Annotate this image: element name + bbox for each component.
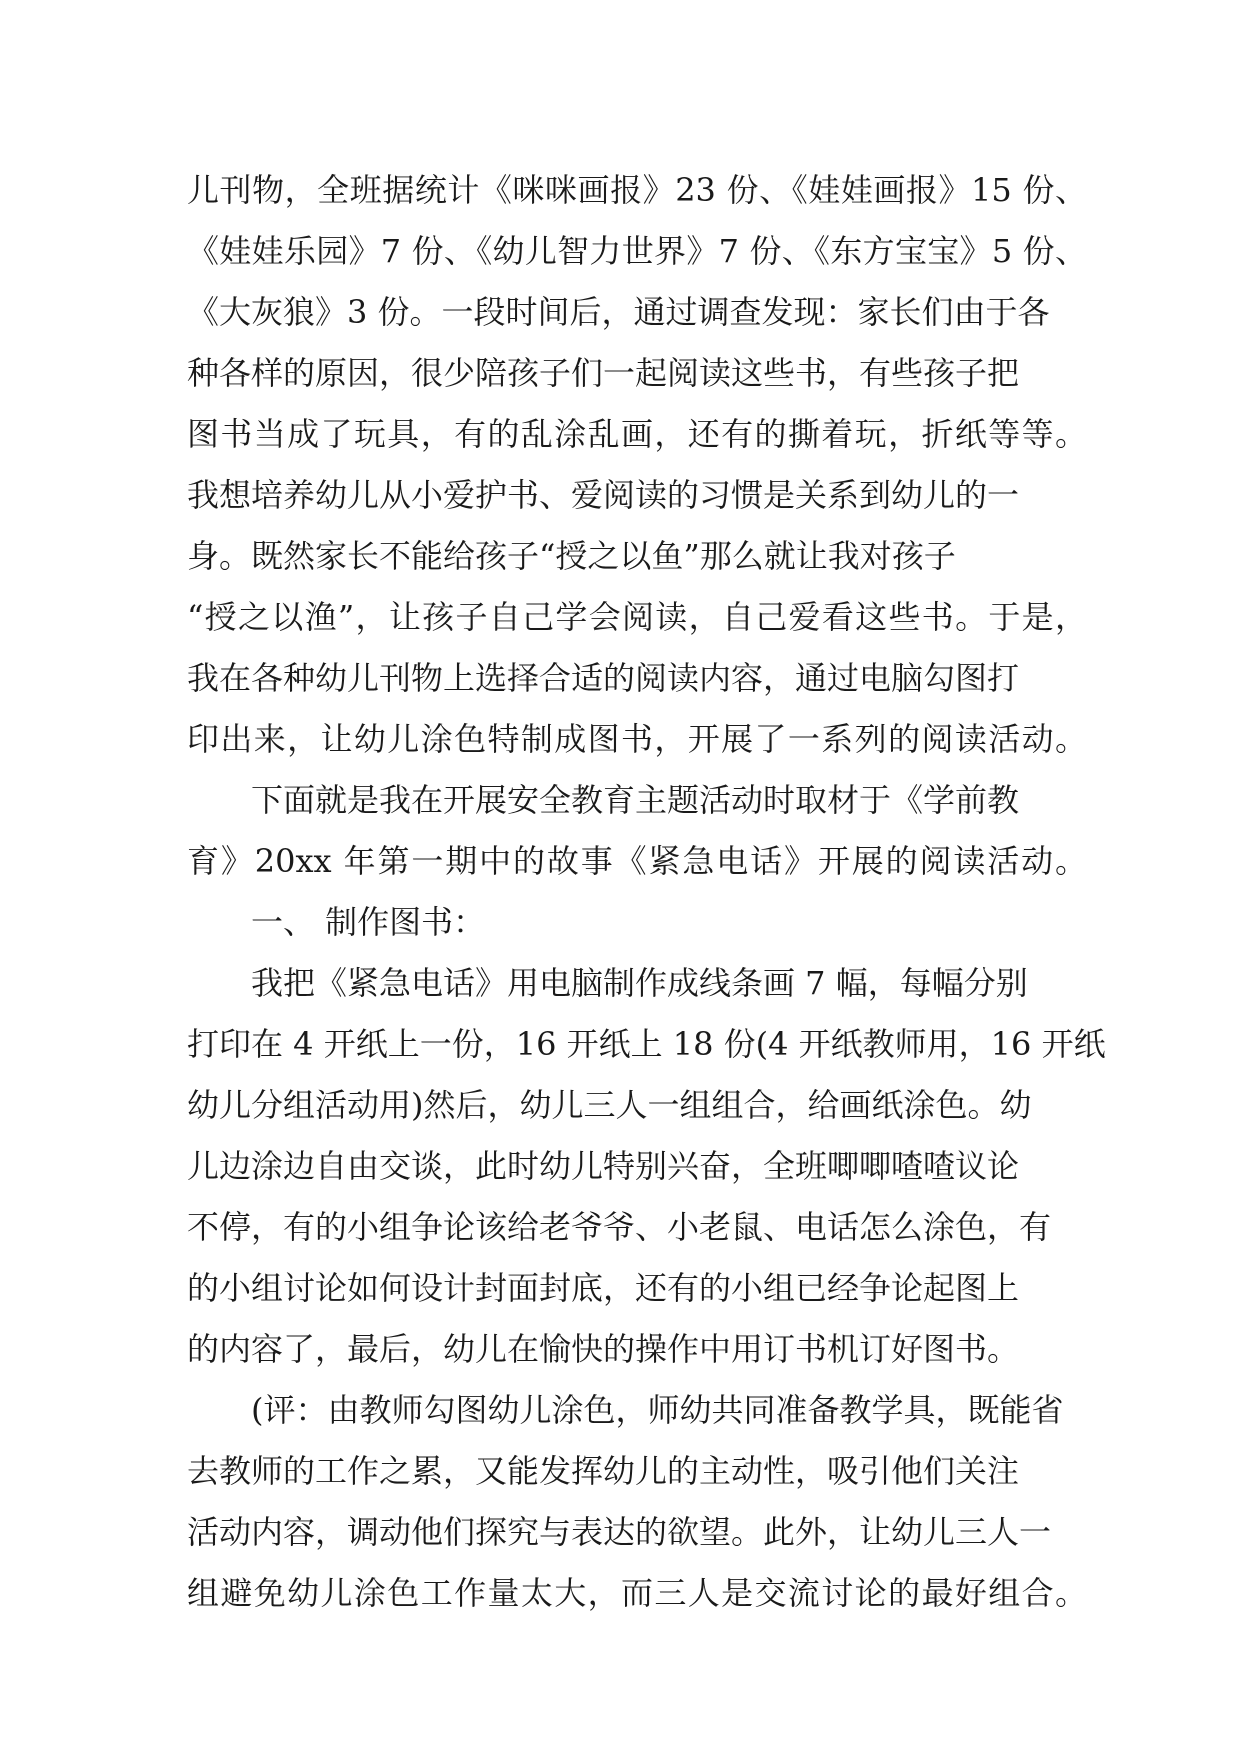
body-text [187,160,1106,1624]
section-heading: 一、 制作图书： [251,903,486,941]
text-line: 我在各种幼儿刊物上选择合适的阅读内容，通过电脑勾图打 [187,659,1020,697]
text-line: 去教师的工作之累，又能发挥幼儿的主动性，吸引他们关注 [187,1452,1020,1490]
text-line: 的内容了，最后，幼儿在愉快的操作中用订书机订好图书。 [187,1330,1020,1368]
text-line: 幼儿分组活动用)然后，幼儿三人一组组合，给画纸涂色。幼 [187,1086,1032,1124]
text-line: 我把《紧急电话》用电脑制作成线条画 7 幅，每幅分别 [251,964,1028,1002]
text-line: 种各样的原因，很少陪孩子们一起阅读这些书，有些孩子把 [187,354,1020,392]
text-line: 《大灰狼》3 份。一段时间后，通过调查发现：家长们由于各 [187,293,1050,331]
text-line: 儿刊物，全班据统计《咪咪画报》23 份、《娃娃画报》15 份、 [187,171,1087,209]
text-line: 《娃娃乐园》7 份、《幼儿智力世界》7 份、《东方宝宝》5 份、 [187,232,1087,270]
text-line: 打印在 4 开纸上一份，16 开纸上 18 份(4 开纸教师用，16 开纸 [187,1025,1106,1063]
text-line: (评：由教师勾图幼儿涂色，师幼共同准备教学具，既能省 [251,1391,1064,1429]
text-line: 印出来，让幼儿涂色特制成图书，开展了一系列的阅读活动。 [187,720,1087,758]
text-line: 活动内容，调动他们探究与表达的欲望。此外，让幼儿三人一 [187,1513,1052,1551]
text-line: 图书当成了玩具，有的乱涂乱画，还有的撕着玩，折纸等等。 [187,415,1087,453]
text-line: 育》20xx 年第一期中的故事《紧急电话》开展的阅读活动。 [187,842,1087,880]
text-line: 身。既然家长不能给孩子“授之以鱼”那么就让我对孩子 [187,537,956,575]
text-line: 我想培养幼儿从小爱护书、爱阅读的习惯是关系到幼儿的一 [187,476,1020,514]
text-line: 组避免幼儿涂色工作量太大，而三人是交流讨论的最好组合。 [187,1574,1087,1612]
text-line: 儿边涂边自由交谈，此时幼儿特别兴奋，全班唧唧喳喳议论 [187,1147,1020,1185]
text-line: 的小组讨论如何设计封面封底，还有的小组已经争论起图上 [187,1269,1020,1307]
text-line: 下面就是我在开展安全教育主题活动时取材于《学前教 [251,781,1020,819]
text-line: 不停，有的小组争论该给老爷爷、小老鼠、电话怎么涂色，有 [187,1208,1052,1246]
text-line: “授之以渔”，让孩子自己学会阅读，自己爱看这些书。于是， [187,598,1087,636]
